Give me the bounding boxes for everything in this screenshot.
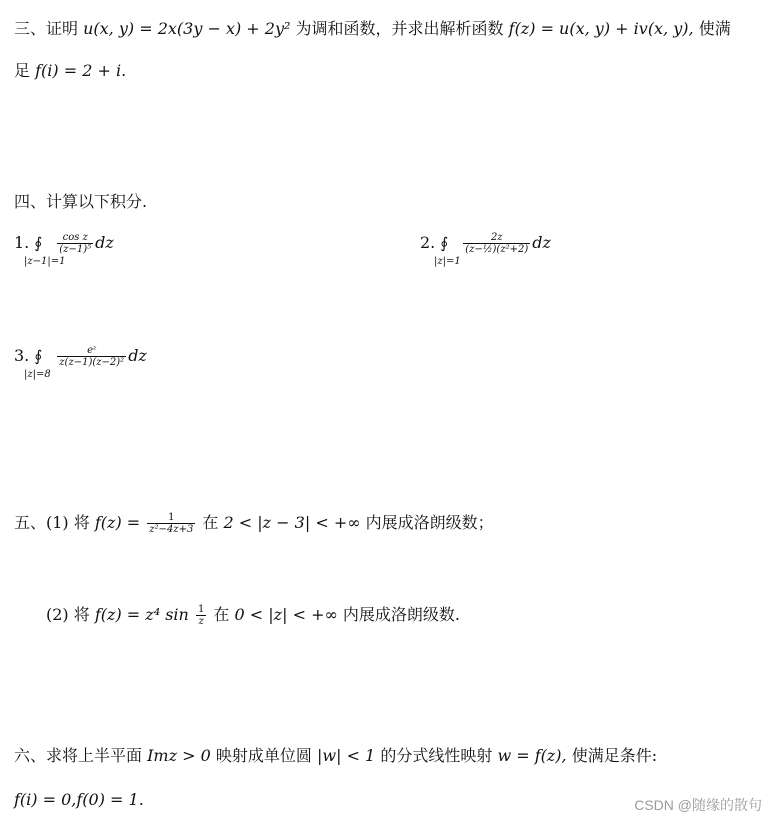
q4-i2-contour: |z|=1 (434, 256, 461, 267)
q5-p2-suffix: 内展成洛朗级数. (342, 605, 460, 624)
q6-map: w = f(z), (497, 746, 567, 765)
q5-p1-prefix: 五、(1) 将 (14, 513, 90, 532)
q3-f-definition: f(z) = u(x, y) + iv(x, y), (508, 19, 694, 38)
contour-integral-icon: ∮ (440, 234, 449, 252)
q6-half-plane: Imz > 0 (147, 746, 211, 765)
q4-integral-3 (14, 345, 147, 380)
q5-p1-fraction (147, 512, 195, 535)
q4-i1-contour: |z−1|=1 (24, 256, 66, 267)
q3-mid: 为调和函数，并求出解析函数 (295, 19, 504, 38)
q4-i1-fraction (57, 232, 93, 255)
q3-line2-prefix: 足 (14, 61, 31, 80)
contour-integral-icon: ∮ (34, 234, 43, 252)
q5-p2-denominator: z (198, 616, 204, 627)
q5-p2-prefix: (2) 将 (46, 605, 90, 624)
q3-line1 (14, 19, 731, 39)
q5-p2-region: 0 < |z| < +∞ (234, 605, 338, 624)
q6-disk: |w| < 1 (317, 746, 376, 765)
q4-i2-denominator: (z−½)(z²+2) (465, 244, 529, 255)
q5-p2-f: f(z) = z⁴ sin (94, 605, 189, 624)
q5-p1-suffix: 内展成洛朗级数； (365, 513, 494, 532)
q5-p1-f: f(z) = (94, 513, 141, 532)
q4-i1-numerator: cos z (57, 232, 93, 244)
q4-integral-2 (420, 232, 551, 267)
q5-p1-denominator: z²−4z+3 (149, 524, 194, 535)
q5-p1-mid: 在 (202, 513, 219, 532)
q4-i2-dz: dz (532, 233, 551, 252)
q3-line2 (14, 61, 126, 81)
q6-conds: f(i) = 0,f(0) = 1. (14, 790, 144, 809)
q3-prefix: 三、证明 (14, 19, 79, 38)
contour-integral-icon: ∮ (34, 347, 43, 365)
q3-condition: f(i) = 2 + i. (35, 61, 127, 80)
q3-u-definition: u(x, y) = 2x(3y − x) + 2y² (83, 19, 291, 38)
watermark: CSDN @随缘的散句 (634, 797, 762, 813)
q4-i1-denominator: (z−1)⁵ (59, 244, 92, 255)
q4-heading: 四、计算以下积分. (14, 192, 148, 211)
q5-part2 (46, 604, 460, 627)
q4-i3-numerator: eᶻ (57, 345, 126, 357)
q5-p2-mid: 在 (213, 605, 230, 624)
q5-p2-fraction (196, 604, 206, 627)
q4-i1-label: 1. (14, 233, 30, 252)
q6-line1 (14, 746, 657, 766)
q4-i3-contour: |z|=8 (24, 369, 51, 380)
q4-i3-denominator: z(z−1)(z−2)² (59, 357, 125, 368)
q5-part1 (14, 512, 494, 535)
q4-i3-label: 3. (14, 346, 30, 365)
q6-suffix: 使满足条件: (571, 746, 658, 765)
q4-i2-fraction (463, 232, 530, 255)
q4-i2-label: 2. (420, 233, 436, 252)
q3-suffix: 使满 (698, 19, 731, 38)
q5-p2-numerator: 1 (197, 604, 205, 615)
q4-integral-1 (14, 232, 114, 267)
q4-i3-dz: dz (128, 346, 147, 365)
q6-mid2: 的分式线性映射 (380, 746, 493, 765)
q4-i2-numerator: 2z (463, 232, 530, 244)
q5-p1-numerator: 1 (147, 512, 195, 524)
q6-conditions (14, 790, 144, 810)
q4-i1-dz: dz (95, 233, 114, 252)
q6-prefix: 六、求将上半平面 (14, 746, 143, 765)
q6-mid: 映射成单位圆 (215, 746, 312, 765)
q5-p1-region: 2 < |z − 3| < +∞ (223, 513, 361, 532)
q4-i3-fraction (57, 345, 126, 368)
